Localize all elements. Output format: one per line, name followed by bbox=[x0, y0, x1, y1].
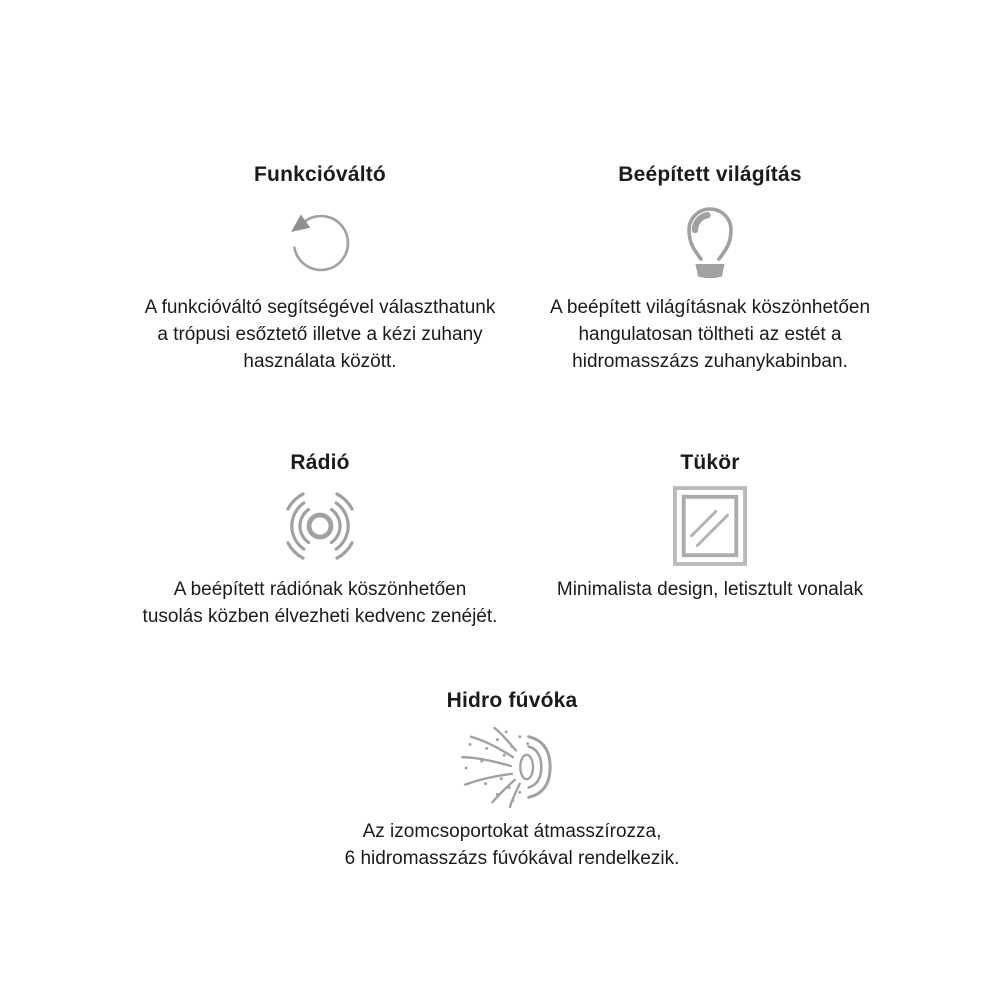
feature-section-built-in-lighting bbox=[490, 160, 930, 375]
feature-description bbox=[100, 576, 540, 630]
feature-title: Tükör bbox=[680, 451, 740, 474]
feature-title: Rádió bbox=[290, 451, 350, 474]
description-line: hangulatosan töltheti az estét a bbox=[578, 324, 842, 345]
description-line: használata között. bbox=[243, 351, 397, 372]
rotate-arrow-icon bbox=[100, 198, 540, 286]
feature-title: Beépített világítás bbox=[618, 163, 802, 186]
feature-title: Funkcióváltó bbox=[254, 163, 386, 186]
radio-waves-icon bbox=[100, 484, 540, 568]
feature-section-radio bbox=[100, 448, 540, 630]
feature-description bbox=[272, 818, 752, 872]
description-line: hidromasszázs zuhanykabinban. bbox=[572, 351, 848, 372]
feature-description bbox=[490, 576, 930, 603]
description-line: a trópusi esőztető illetve a kézi zuhany bbox=[157, 324, 483, 345]
feature-section-function-switcher bbox=[100, 160, 540, 375]
description-line: tusolás közben élvezheti kedvenc zenéjét. bbox=[142, 606, 498, 627]
description-line: A beépített világításnak köszönhetően bbox=[549, 297, 871, 318]
description-line: A funkcióváltó segítségével választhatunk bbox=[144, 297, 496, 318]
feature-section-mirror bbox=[490, 448, 930, 603]
feature-description bbox=[490, 294, 930, 375]
description-line: A beépített rádiónak köszönhetően bbox=[173, 579, 467, 600]
feature-section-hydro-nozzle bbox=[272, 686, 752, 872]
mirror-icon bbox=[490, 484, 930, 568]
feature-description bbox=[100, 294, 540, 375]
description-line: Az izomcsoportokat átmasszírozza, bbox=[362, 821, 662, 842]
water-jet-icon bbox=[272, 724, 752, 810]
description-line: 6 hidromasszázs fúvókával rendelkezik. bbox=[344, 848, 680, 869]
feature-title: Hidro fúvóka bbox=[446, 689, 578, 712]
light-bulb-icon bbox=[490, 198, 930, 286]
description-line: Minimalista design, letisztult vonalak bbox=[556, 579, 864, 600]
